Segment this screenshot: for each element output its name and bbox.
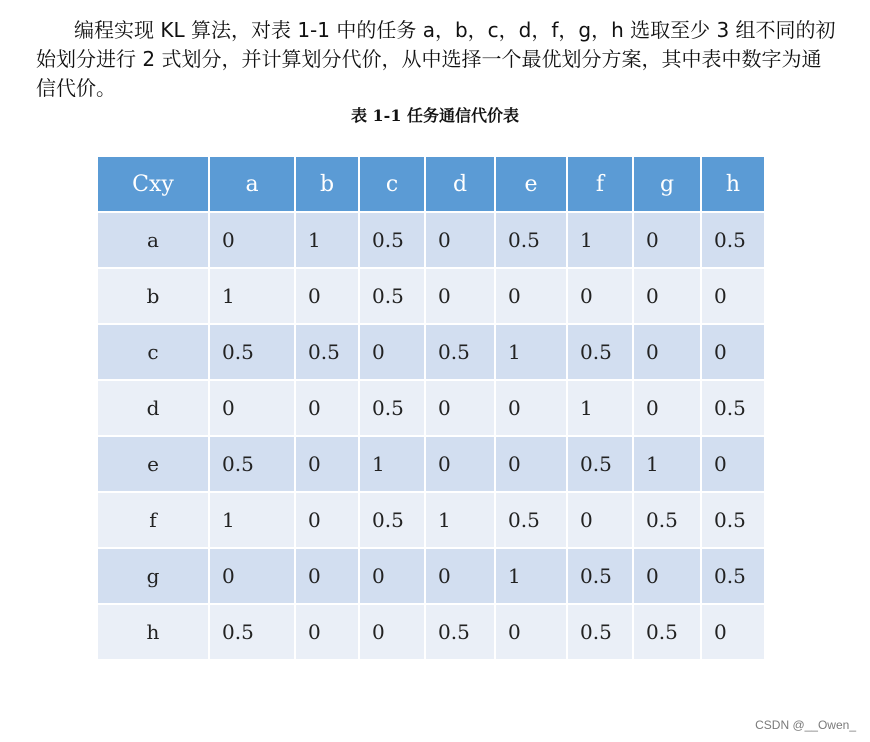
table-cell: 0	[702, 269, 764, 323]
csdn-watermark: CSDN @__Owen_	[755, 718, 856, 732]
table-row	[98, 325, 764, 379]
row-label: b	[98, 269, 208, 323]
row-label: f	[98, 493, 208, 547]
table-cell: 0.5	[360, 269, 424, 323]
header-cell-a: a	[210, 157, 294, 211]
table-cell: 0.5	[360, 213, 424, 267]
table-cell: 0	[702, 437, 764, 491]
header-cell-h: h	[702, 157, 764, 211]
table-cell: 0	[496, 381, 566, 435]
table-cell: 0	[210, 213, 294, 267]
table-cell: 0.5	[702, 493, 764, 547]
table-row	[98, 493, 764, 547]
header-cell-d: d	[426, 157, 494, 211]
table-cell: 0	[634, 549, 700, 603]
table-cell: 0	[634, 213, 700, 267]
table-cell: 0	[426, 269, 494, 323]
table-cell: 0.5	[568, 437, 632, 491]
table-cell: 0	[634, 269, 700, 323]
table-caption: 表 1-1 任务通信代价表	[350, 106, 520, 125]
table-cell: 0	[496, 269, 566, 323]
table-cell: 0	[426, 213, 494, 267]
table-cell: 0	[210, 381, 294, 435]
header-cell-g: g	[634, 157, 700, 211]
table-cell: 0	[702, 605, 764, 659]
row-label: h	[98, 605, 208, 659]
table-cell: 1	[210, 269, 294, 323]
table-cell: 0.5	[360, 493, 424, 547]
table-cell: 0	[496, 605, 566, 659]
table-cell: 0	[360, 549, 424, 603]
table-cell: 0	[296, 605, 358, 659]
table-cell: 0	[634, 381, 700, 435]
table-cell: 0	[210, 549, 294, 603]
table-row	[98, 437, 764, 491]
table-cell: 0	[496, 437, 566, 491]
intro-paragraph: 编程实现 KL 算法，对表 1-1 中的任务 a，b，c，d，f，g，h 选取至少 3 组不同的初始划分进行 2 式划分，并计算划分代价，从中选择一个最优划分方案，其中表中数字为通信代价。	[36, 18, 836, 100]
header-cell-b: b	[296, 157, 358, 211]
table-cell: 1	[210, 493, 294, 547]
table-row	[98, 381, 764, 435]
header-cell-corner: Cxy	[98, 157, 208, 211]
table-cell: 0.5	[360, 381, 424, 435]
communication-cost-table	[96, 155, 766, 661]
table-cell: 0	[568, 493, 632, 547]
table-row	[98, 269, 764, 323]
table-cell: 0.5	[296, 325, 358, 379]
table-cell: 0.5	[702, 549, 764, 603]
row-label: c	[98, 325, 208, 379]
table-row	[98, 549, 764, 603]
table-cell: 0	[702, 325, 764, 379]
table-cell: 0	[426, 381, 494, 435]
table-cell: 1	[296, 213, 358, 267]
table-cell: 0.5	[426, 605, 494, 659]
table-row	[98, 213, 764, 267]
table-cell: 0.5	[702, 213, 764, 267]
table-cell: 0.5	[702, 381, 764, 435]
table-cell: 0	[426, 549, 494, 603]
table-cell: 0.5	[496, 493, 566, 547]
table-cell: 0	[296, 269, 358, 323]
table-cell: 1	[426, 493, 494, 547]
table-cell: 0.5	[568, 605, 632, 659]
table-cell: 0.5	[210, 437, 294, 491]
table-cell: 1	[634, 437, 700, 491]
table-cell: 0	[296, 493, 358, 547]
table-header-row	[98, 157, 764, 211]
table-cell: 0.5	[210, 605, 294, 659]
row-label: d	[98, 381, 208, 435]
table-cell: 0.5	[210, 325, 294, 379]
table-row	[98, 605, 764, 659]
table-cell: 1	[568, 213, 632, 267]
row-label: e	[98, 437, 208, 491]
table-cell: 0.5	[568, 325, 632, 379]
table-cell: 0.5	[634, 493, 700, 547]
table-cell: 1	[360, 437, 424, 491]
table-cell: 0	[634, 325, 700, 379]
table-cell: 0	[568, 269, 632, 323]
row-label: g	[98, 549, 208, 603]
header-cell-e: e	[496, 157, 566, 211]
table-cell: 0	[360, 605, 424, 659]
table-cell: 1	[496, 325, 566, 379]
header-cell-f: f	[568, 157, 632, 211]
header-cell-c: c	[360, 157, 424, 211]
table-cell: 0.5	[496, 213, 566, 267]
table-cell: 0	[296, 549, 358, 603]
table-cell: 1	[568, 381, 632, 435]
table-cell: 0.5	[634, 605, 700, 659]
table-cell: 0	[296, 381, 358, 435]
table-cell: 0	[426, 437, 494, 491]
row-label: a	[98, 213, 208, 267]
table-cell: 0.5	[568, 549, 632, 603]
table-cell: 1	[496, 549, 566, 603]
table-cell: 0	[296, 437, 358, 491]
table-cell: 0.5	[426, 325, 494, 379]
table-cell: 0	[360, 325, 424, 379]
